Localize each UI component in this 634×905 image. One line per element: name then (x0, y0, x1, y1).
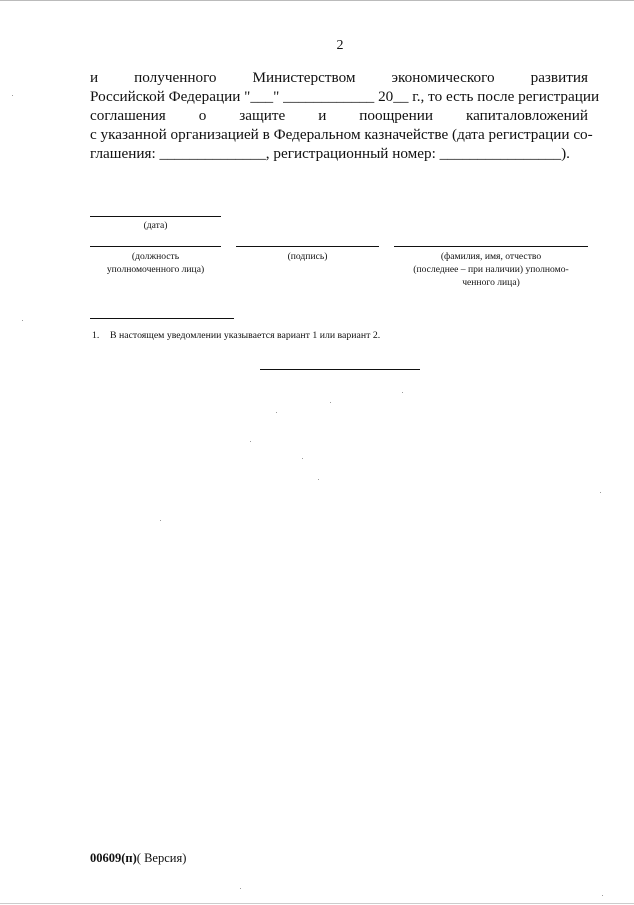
scan-speck (330, 402, 331, 403)
word: экономического (391, 69, 495, 86)
scan-speck (240, 888, 241, 889)
scan-speck (160, 520, 161, 521)
full-name-line (394, 246, 588, 247)
position-line (90, 246, 221, 247)
main-paragraph (90, 68, 600, 163)
word: и (90, 69, 99, 86)
word: полученного (134, 69, 217, 86)
scan-bottom-edge (0, 903, 634, 904)
scan-speck (12, 95, 13, 96)
footnote-separator (90, 318, 234, 319)
paragraph-line-4: с указанной организацией в Федеральном казначействе (дата регистрации со- (90, 126, 593, 143)
full-name-caption-line-1: (фамилия, имя, отчество (440, 251, 542, 262)
word: соглашения (90, 107, 166, 124)
scan-speck (318, 479, 319, 480)
document-end-rule (260, 369, 420, 370)
scan-speck (22, 320, 23, 321)
full-name-caption-line-3: ченного лица) (462, 277, 520, 288)
full-name-caption-line-2: (последнее – при наличии) уполномо- (413, 264, 569, 275)
scan-speck (402, 392, 403, 393)
footnote (92, 329, 380, 342)
date-line (90, 216, 221, 217)
word: Министерством (252, 69, 356, 86)
scan-speck (302, 458, 303, 459)
position-caption-line-1: (должность (131, 251, 180, 262)
word: о (198, 107, 207, 124)
document-code (90, 851, 186, 866)
word: поощрении (359, 107, 434, 124)
paragraph-line-1 (90, 68, 588, 87)
paragraph-line-5: глашения: ______________, регистрационный номер: ________________). (90, 145, 570, 162)
footnote-text: В настоящем уведомлении указывается вариант 1 или вариант 2. (110, 330, 381, 341)
document-version: ( Версия) (136, 851, 187, 865)
signature-line (236, 246, 379, 247)
paragraph-line-2: Российской Федерации "___" ____________ 20__ г., то есть после регистрации (90, 88, 600, 105)
full-name-caption (394, 250, 588, 289)
page-number: 2 (336, 38, 344, 53)
scan-speck (600, 492, 601, 493)
word: капиталовложений (465, 107, 588, 124)
position-caption (80, 250, 231, 276)
paragraph-line-3 (90, 106, 588, 125)
scan-speck (250, 441, 251, 442)
word: развития (530, 69, 588, 86)
scan-speck (276, 412, 277, 413)
scan-top-edge (0, 0, 634, 1)
footnote-number: 1. (92, 330, 100, 341)
document-code-number: 00609(п) (90, 851, 137, 865)
signature-caption: (подпись) (287, 251, 328, 262)
date-caption: (дата) (143, 220, 168, 231)
word: и (318, 107, 327, 124)
word: защите (239, 107, 286, 124)
scan-speck (602, 895, 603, 896)
position-caption-line-2: уполномоченного лица) (106, 264, 205, 275)
